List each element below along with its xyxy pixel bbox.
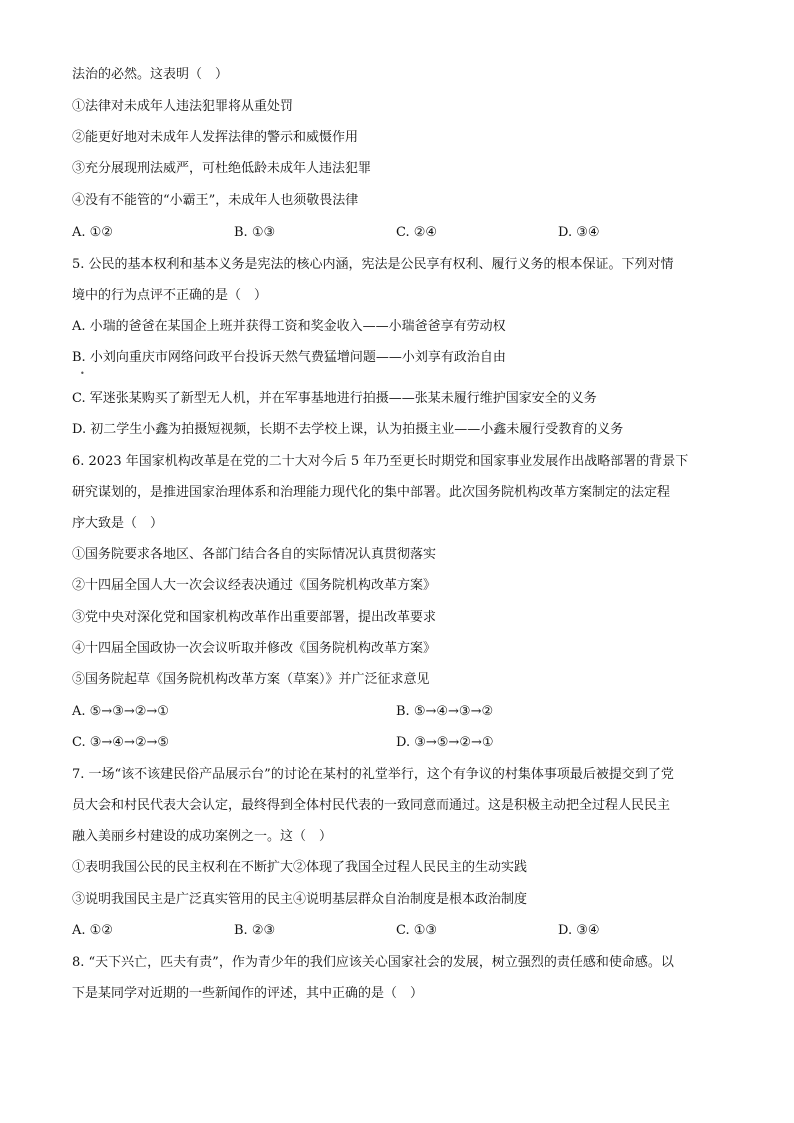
q4-statement-3: ③充分展现刑法威严，可杜绝低龄未成年人违法犯罪 bbox=[72, 161, 372, 176]
q4-option-d[interactable]: D. ③④ bbox=[558, 225, 600, 240]
q5-stem-line-1: 5. 公民的基本权利和基本义务是宪法的核心内涵，宪法是公民享有权利、履行义务的根本保证。下列对情 bbox=[72, 257, 674, 272]
q4-stem-end: 法治的必然。这表明（ ） bbox=[72, 67, 229, 82]
q6-statement-5: ⑤国务院起草《国务院机构改革方案（草案）》并广泛征求意见 bbox=[72, 672, 430, 687]
q5-option-c[interactable]: C. 军迷张某购买了新型无人机，并在军事基地进行拍摄——张某未履行维护国家安全的义务 bbox=[72, 391, 597, 406]
q8-stem-line-1: 8. “天下兴亡，匹夫有责”，作为青少年的我们应该关心国家社会的发展，树立强烈的责任感和使命感。以 bbox=[72, 955, 674, 970]
q7-option-a[interactable]: A. ①② bbox=[72, 923, 113, 938]
q7-option-b[interactable]: B. ②③ bbox=[234, 923, 276, 938]
q6-stem-line-1: 6. 2023 年国家机构改革是在党的二十大对今后 5 年乃至更长时期党和国家事业发展作出战略部署的背景下 bbox=[72, 454, 689, 469]
q6-statement-3: ③党中央对深化党和国家机构改革作出重要部署，提出改革要求 bbox=[72, 610, 437, 625]
q4-statement-2: ②能更好地对未成年人发挥法律的警示和威慑作用 bbox=[72, 130, 359, 145]
q6-statement-1: ①国务院要求各地区、各部门结合各自的实际情况认真贯彻落实 bbox=[72, 547, 437, 562]
q4-option-b[interactable]: B. ①③ bbox=[234, 225, 276, 240]
q5-stem-line-2: 境中的行为点评不正确的是（ ） bbox=[72, 288, 268, 303]
q5-option-b[interactable]: B. 小刘向重庆市网络问政平台投诉天然气费猛增问题——小刘享有政治自由 bbox=[72, 350, 506, 365]
q7-option-d[interactable]: D. ③④ bbox=[558, 923, 600, 938]
q6-statement-2: ②十四届全国人大一次会议经表决通过《国务院机构改革方案》 bbox=[72, 578, 437, 593]
q4-option-a[interactable]: A. ①② bbox=[72, 225, 113, 240]
q6-option-d[interactable]: D. ③→⑤→②→① bbox=[396, 735, 494, 750]
q6-stem-line-2: 研究谋划的，是推进国家治理体系和治理能力现代化的集中部署。此次国务院机构改革方案制定的法定程 bbox=[72, 485, 671, 500]
q7-stem-line-1: 7. 一场“该不该建民俗产品展示台”的讨论在某村的礼堂举行，这个有争议的村集体事项最后被提交到了党 bbox=[72, 767, 674, 782]
q6-option-b[interactable]: B. ⑤→④→③→② bbox=[396, 704, 494, 719]
q7-stem-line-3: 融入美丽乡村建设的成功案例之一。这（ ） bbox=[72, 829, 333, 844]
q6-statement-4: ④十四届全国政协一次会议听取并修改《国务院机构改革方案》 bbox=[72, 641, 437, 656]
q4-option-c[interactable]: C. ②④ bbox=[396, 225, 438, 240]
q7-statements-1-2: ①表明我国公民的民主权利在不断扩大②体现了我国全过程人民民主的生动实践 bbox=[72, 860, 528, 875]
q5-option-d[interactable]: D. 初二学生小鑫为拍摄短视频，长期不去学校上课，认为拍摄主业——小鑫未履行受教育的义务 bbox=[72, 422, 624, 437]
q6-option-a[interactable]: A. ⑤→③→②→① bbox=[72, 704, 169, 719]
q5-option-a[interactable]: A. 小瑞的爸爸在某国企上班并获得工资和奖金收入——小瑞爸爸享有劳动权 bbox=[72, 319, 506, 334]
q7-stem-line-2: 员大会和村民代表大会认定，最终得到全体村民代表的一致同意而通过。这是积极主动把全过程人民民主 bbox=[72, 798, 671, 813]
q8-stem-line-2: 下是某同学对近期的一些新闻作的评述，其中正确的是（ ） bbox=[72, 986, 424, 1001]
stray-mark: • bbox=[80, 369, 85, 378]
q7-statements-3-4: ③说明我国民主是广泛真实管用的民主④说明基层群众自治制度是根本政治制度 bbox=[72, 892, 528, 907]
q4-statement-1: ①法律对未成年人违法犯罪将从重处罚 bbox=[72, 99, 294, 114]
q4-statement-4: ④没有不能管的“小霸王”，未成年人也须敬畏法律 bbox=[72, 193, 359, 208]
q7-option-c[interactable]: C. ①③ bbox=[396, 923, 438, 938]
q6-option-c[interactable]: C. ③→④→②→⑤ bbox=[72, 735, 170, 750]
q6-stem-line-3: 序大致是（ ） bbox=[72, 516, 164, 531]
